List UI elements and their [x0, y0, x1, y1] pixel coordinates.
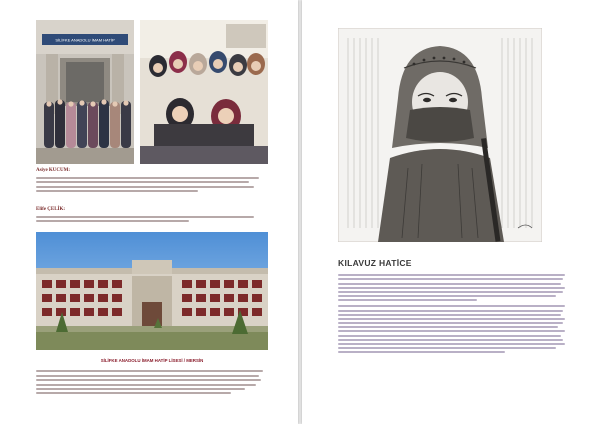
school-entrance-photo: [36, 20, 134, 164]
pencil-portrait-drawing: [338, 28, 542, 242]
article-title: KILAVUZ HATİCE: [338, 258, 412, 268]
article-paragraph-2: [338, 305, 570, 353]
school-paragraph: [36, 368, 268, 397]
right-page: [302, 0, 600, 424]
teacher-caption-1: [36, 168, 268, 194]
teacher-name-1: Asiye KUCUM:: [36, 168, 71, 173]
school-building-photo: [36, 232, 268, 350]
left-page: [0, 0, 298, 424]
teacher-caption-1-placeholder: [36, 177, 268, 192]
teacher-caption-2-placeholder: [36, 216, 268, 222]
article-paragraph-1: [338, 274, 570, 301]
school-caption: SİLİFKE ANADOLU İMAM HATİP LİSESİ / MERSİN: [100, 358, 204, 363]
school-sign-text: SİLİFKE ANADOLU İMAM HATİP: [55, 37, 115, 43]
classroom-group-photo: [140, 20, 268, 164]
teacher-caption-2: [36, 207, 268, 225]
article-body: [338, 272, 570, 356]
school-paragraph-placeholder: [36, 370, 268, 394]
teacher-name-2: Elife ÇELİK:: [36, 207, 66, 212]
